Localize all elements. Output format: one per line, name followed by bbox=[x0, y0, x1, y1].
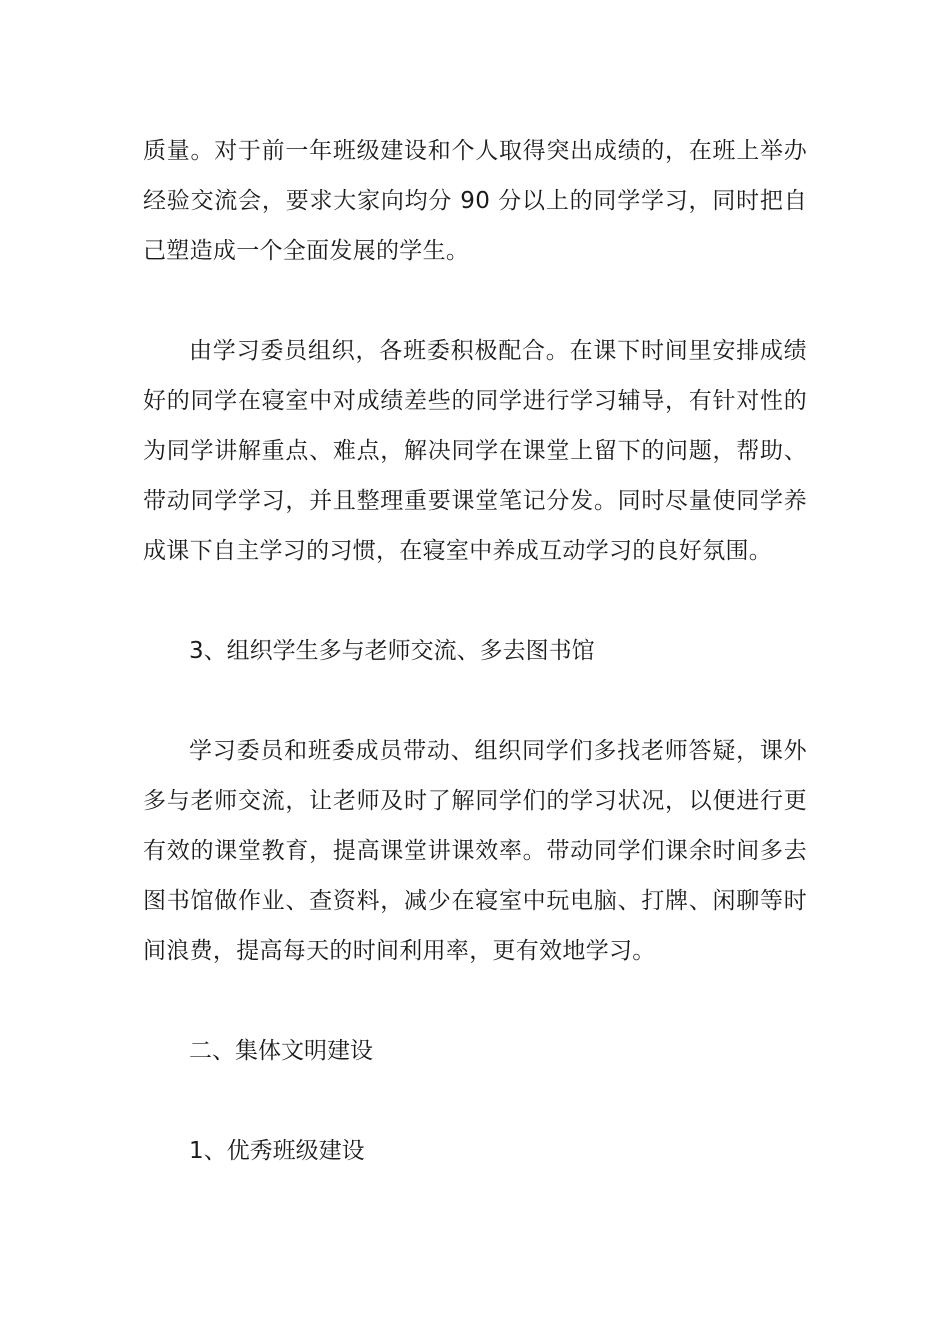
heading-excellent-class: 1、优秀班级建设 bbox=[189, 1138, 365, 1164]
paragraph-gap bbox=[143, 576, 807, 626]
paragraph-study-committee: 由学习委员组织，各班委积极配合。在课下时间里安排成绩好的同学在寝室中对成绩差些的同学进行学习辅导，有针对性的为同学讲解重点、难点，解决同学在课堂上留下的问题，帮助、带动同学学习，并且整理重要课堂笔记分发。同时尽量使同学养成课下自主学习的习惯，在寝室中养成互动学习的良好氛围。 bbox=[143, 338, 807, 564]
paragraph-quality: 质量。对于前一年班级建设和个人取得突出成绩的，在班上举办经验交流会，要求大家向均分 90 分以上的同学学习，同时把自己塑造成一个全面发展的学生。 bbox=[143, 138, 807, 264]
paragraph-gap bbox=[143, 976, 807, 1026]
heading-teacher-library: 3、组织学生多与老师交流、多去图书馆 bbox=[189, 638, 595, 664]
paragraph-gap bbox=[143, 276, 807, 326]
document-page bbox=[143, 126, 807, 1176]
paragraph-gap bbox=[143, 676, 807, 726]
paragraph-teacher-communication: 学习委员和班委成员带动、组织同学们多找老师答疑，课外多与老师交流，让老师及时了解同学们的学习状况，以便进行更有效的课堂教育，提高课堂讲课效率。带动同学们课余时间多去图书馆做作业、查资料，减少在寝室中玩电脑、打牌、闲聊等时间浪费，提高每天的时间利用率，更有效地学习。 bbox=[143, 738, 807, 964]
paragraph-gap bbox=[143, 1076, 807, 1126]
heading-collective-civilization: 二、集体文明建设 bbox=[189, 1038, 373, 1064]
